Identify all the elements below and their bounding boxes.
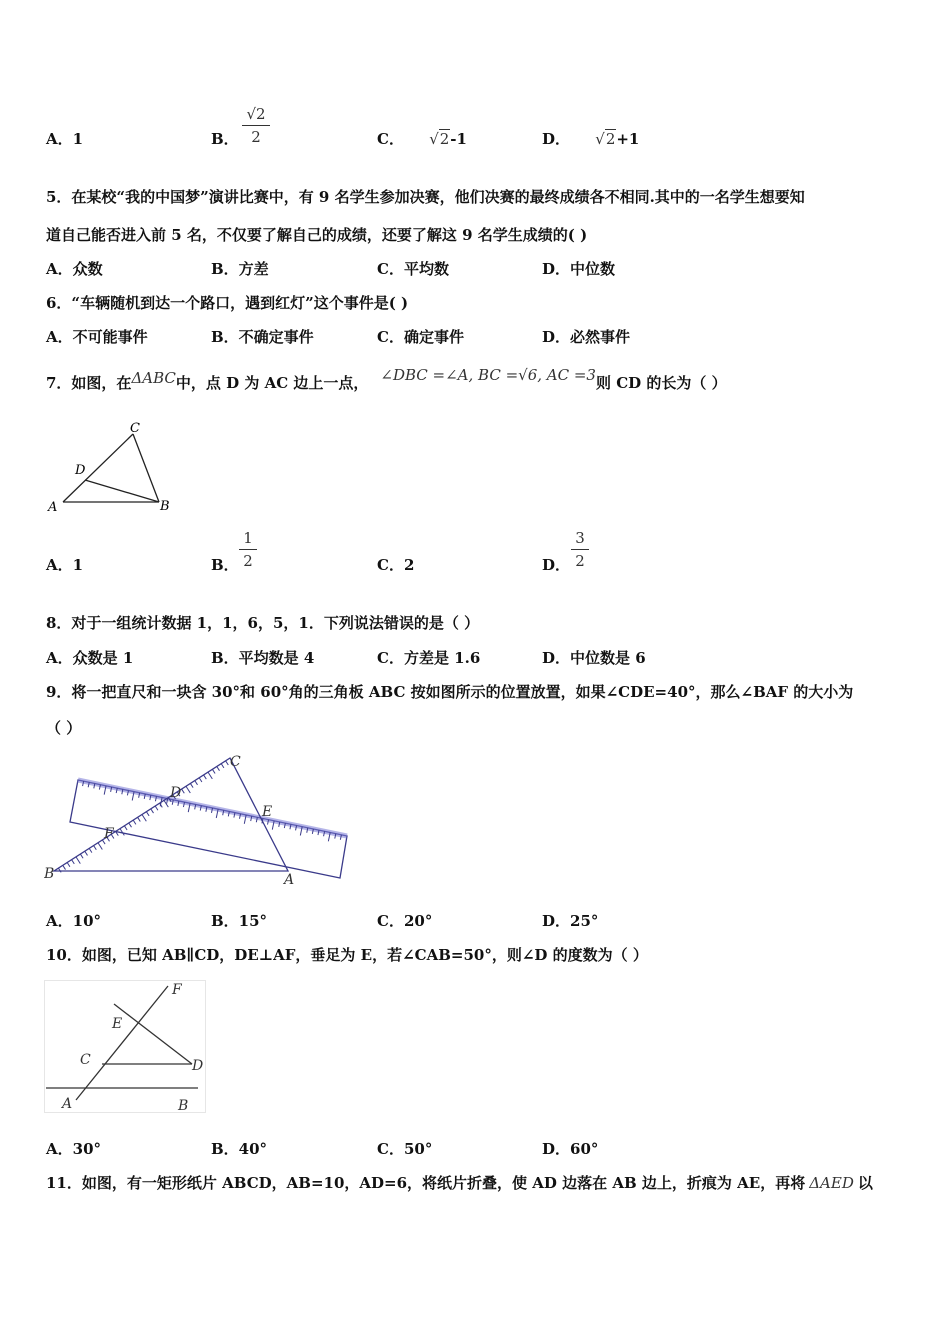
q9-label-a: A: [284, 872, 295, 888]
triangle-tick: [195, 781, 198, 785]
q8-option-a: A．众数是 1: [46, 649, 134, 667]
q5-text-line1: 5．在某校“我的中国梦”演讲比赛中，有 9 名学生参加决赛，他们决赛的最终成绩各不相同.其中的一名学生想要知: [46, 188, 805, 206]
q10-line-de: [114, 1004, 192, 1064]
q5-option-b: B．方差: [211, 260, 269, 278]
triangle-tick: [85, 851, 88, 855]
triangle-tick: [76, 857, 80, 864]
q7-triangle-figure: [46, 418, 178, 520]
q4-option-c: C． √2-1: [377, 130, 467, 148]
q9-option-b: B．15°: [211, 912, 268, 930]
q10-option-a: A．30°: [46, 1140, 102, 1158]
triangle-tick: [212, 769, 215, 773]
triangle-tick: [182, 789, 185, 793]
q10-option-c: C．50°: [377, 1140, 433, 1158]
q10-label-a: A: [62, 1096, 73, 1112]
q5-option-d: D．中位数: [542, 260, 616, 278]
q6-option-c: C．确定事件: [377, 328, 464, 346]
q5-text-line2: 道自己能否进入前 5 名，不仅要了解自己的成绩，还要了解这 9 名学生成绩的( ): [46, 226, 588, 244]
q10-text: 10．如图，已知 AB∥CD，DE⊥AF，垂足为 E，若∠CAB=50°，则∠D 的度数为（ ）: [46, 946, 648, 964]
q7-option-b-label: B．: [211, 556, 239, 574]
q10-parallel-lines-figure: [44, 980, 210, 1116]
q7-condition: ∠DBC =∠A, BC =√6, AC =3: [380, 366, 596, 384]
q7-label-b: B: [160, 499, 170, 514]
q7-option-d-fraction: 3 2: [571, 528, 589, 571]
q4-option-d: D． √2+1: [542, 130, 640, 148]
q5-option-a: A．众数: [46, 260, 103, 278]
q11-triangle-symbol: ΔAED: [809, 1174, 854, 1192]
q7-text: 7．如图，在ΔABC中，点 D 为 AC 边上一点， ∠DBC =∠A, BC =√6, AC =3则 CD 的长为（ ）: [46, 366, 727, 392]
q6-option-a: A．不可能事件: [46, 328, 148, 346]
q10-label-d: D: [192, 1058, 204, 1074]
triangle-tick: [58, 868, 61, 872]
triangle-tick: [72, 860, 75, 864]
q9-text-line1: 9．将一把直尺和一块含 30°和 60°角的三角板 ABC 按如图所示的位置放置，如果∠CDE=40°，那么∠BAF 的大小为: [46, 683, 854, 701]
q8-option-b: B．平均数是 4: [211, 649, 315, 667]
triangle-tick: [217, 766, 220, 770]
triangle-tick: [94, 846, 97, 850]
q10-line-af: [76, 986, 168, 1100]
q11-text: 11．如图，有一矩形纸片 ABCD，AB=10，AD=6，将纸片折叠，使 AD 边落在 AB 边上，折痕为 AE，再将 ΔAED 以: [46, 1174, 873, 1192]
q5-option-c: C．平均数: [377, 260, 449, 278]
triangle-tick: [226, 761, 229, 765]
triangle-tick: [186, 786, 190, 793]
q9-text-line2: （ ）: [46, 719, 82, 737]
q10-option-d: D．60°: [542, 1140, 599, 1158]
q8-text: 8．对于一组统计数据 1，1，6，5，1．下列说法错误的是（ ）: [46, 614, 480, 632]
q7-option-b-fraction: 1 2: [239, 528, 257, 571]
q6-option-d: D．必然事件: [542, 328, 631, 346]
triangle-tick: [67, 863, 70, 867]
q10-label-f: F: [172, 982, 182, 998]
q9-option-a: A．10°: [46, 912, 102, 930]
q8-option-d: D．中位数是 6: [542, 649, 646, 667]
triangle-tick: [204, 775, 207, 779]
q10-label-e: E: [112, 1016, 123, 1032]
q9-label-c: C: [230, 754, 241, 770]
q7-triangle-symbol: ΔABC: [131, 369, 176, 387]
triangle-tick: [89, 848, 92, 852]
q9-option-c: C．20°: [377, 912, 433, 930]
q6-option-b: B．不确定事件: [211, 328, 314, 346]
q9-label-b: B: [44, 866, 55, 882]
triangle-tick: [63, 865, 66, 869]
triangle-tick: [98, 843, 102, 850]
q9-label-d: D: [170, 785, 182, 801]
q7-label-c: C: [130, 421, 140, 436]
triangle-tick: [199, 778, 202, 782]
q7-option-c: C．2: [377, 556, 415, 574]
q4-option-b-fraction: √2 2: [242, 104, 270, 147]
q8-option-c: C．方差是 1.6: [377, 649, 481, 667]
triangle-tick: [190, 783, 193, 787]
q7-option-a: A．1: [46, 556, 84, 574]
q7-option-d-label: D．: [542, 556, 571, 574]
q9-label-e: E: [262, 804, 273, 820]
q7-label-a: A: [48, 500, 58, 515]
q7-label-d: D: [75, 463, 86, 478]
triangle-tick: [221, 764, 224, 768]
q10-label-c: C: [80, 1052, 91, 1068]
triangle-tick: [80, 854, 83, 858]
q4-option-a: A．1: [46, 130, 84, 148]
triangle-tick: [208, 772, 212, 779]
q9-ruler-triangle-figure: [44, 750, 354, 892]
q6-text: 6．“车辆随机到达一个路口，遇到红灯”这个事件是( ): [46, 294, 409, 312]
q10-option-b: B．40°: [211, 1140, 268, 1158]
q9-label-f: F: [104, 826, 114, 842]
q9-option-d: D．25°: [542, 912, 599, 930]
q4-option-b-label: B．: [211, 130, 239, 148]
q7-segment-db: [85, 480, 159, 502]
q7-side-cb: [133, 434, 159, 502]
q10-label-b: B: [178, 1098, 189, 1114]
